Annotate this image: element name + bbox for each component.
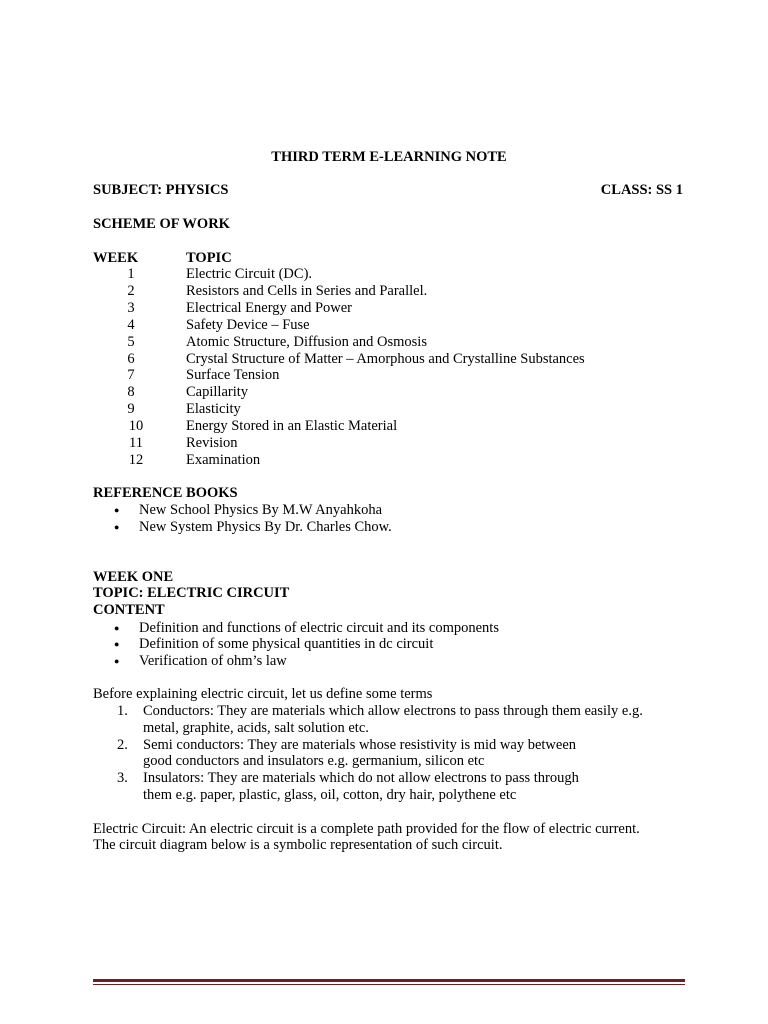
week-one-heading: WEEK ONE: [93, 569, 174, 585]
scheme-week-number: 8: [127, 384, 135, 400]
topic-column-header: TOPIC: [186, 250, 232, 266]
term-definition: Semi conductors: They are materials whose resistivity is mid way between: [143, 737, 577, 753]
reference-book-item: New School Physics By M.W Anyahkoha: [139, 502, 383, 518]
term-definition-continued: them e.g. paper, plastic, glass, oil, cotton, dry hair, polythene etc: [143, 787, 517, 803]
scheme-topic: Electric Circuit (DC).: [186, 266, 313, 282]
document-title: THIRD TERM E-LEARNING NOTE: [271, 149, 507, 165]
scheme-week-number: 4: [127, 317, 135, 333]
scheme-heading: SCHEME OF WORK: [93, 216, 230, 232]
scheme-week-number: 3: [127, 300, 135, 316]
scheme-topic: Electrical Energy and Power: [186, 300, 353, 316]
scheme-week-number: 1: [127, 266, 135, 282]
week-column-header: WEEK: [93, 250, 139, 266]
term-definition: Insulators: They are materials which do not allow electrons to pass through: [143, 770, 579, 786]
scheme-topic: Crystal Structure of Matter – Amorphous and Crystalline Substances: [186, 351, 585, 367]
reference-books-heading: REFERENCE BOOKS: [93, 485, 238, 501]
scheme-week-number: 11: [129, 435, 143, 451]
term-definition: Conductors: They are materials which allow electrons to pass through them easily e.g.: [143, 703, 643, 719]
bullet-icon: ●: [114, 656, 120, 666]
content-item: Verification of ohm’s law: [139, 653, 287, 669]
scheme-week-number: 7: [127, 367, 135, 383]
footer-rule-thin: [93, 984, 685, 985]
content-heading: CONTENT: [93, 602, 165, 618]
scheme-topic: Surface Tension: [186, 367, 280, 383]
term-definition-continued: metal, graphite, acids, salt solution etc.: [143, 720, 369, 736]
subject-label: SUBJECT: PHYSICS: [93, 182, 229, 198]
scheme-topic: Capillarity: [186, 384, 249, 400]
term-number: 2.: [117, 737, 128, 753]
scheme-week-number: 2: [127, 283, 135, 299]
scheme-topic: Revision: [186, 435, 238, 451]
intro-sentence: Before explaining electric circuit, let us define some terms: [93, 686, 433, 702]
scheme-week-number: 12: [128, 452, 144, 468]
bullet-icon: ●: [114, 639, 120, 649]
class-label: CLASS: SS 1: [600, 182, 683, 198]
scheme-topic: Atomic Structure, Diffusion and Osmosis: [186, 334, 427, 350]
scheme-week-number: 6: [127, 351, 135, 367]
electric-circuit-paragraph-continued: The circuit diagram below is a symbolic representation of such circuit.: [93, 837, 503, 853]
scheme-topic: Energy Stored in an Elastic Material: [186, 418, 398, 434]
bullet-icon: ●: [114, 623, 120, 633]
content-item: Definition and functions of electric circuit and its components: [139, 620, 499, 636]
footer-rule: [93, 979, 685, 982]
scheme-topic: Examination: [186, 452, 261, 468]
term-number: 1.: [117, 703, 128, 719]
electric-circuit-paragraph: Electric Circuit: An electric circuit is a complete path provided for the flow of electric current.: [93, 821, 640, 837]
scheme-topic: Elasticity: [186, 401, 241, 417]
scheme-topic: Resistors and Cells in Series and Parallel.: [186, 283, 428, 299]
scheme-week-number: 9: [127, 401, 135, 417]
reference-book-item: New System Physics By Dr. Charles Chow.: [139, 519, 392, 535]
term-definition-continued: good conductors and insulators e.g. germanium, silicon etc: [143, 753, 485, 769]
scheme-topic: Safety Device – Fuse: [186, 317, 310, 333]
term-number: 3.: [117, 770, 128, 786]
week-one-topic: TOPIC: ELECTRIC CIRCUIT: [93, 585, 290, 601]
bullet-icon: ●: [114, 505, 120, 515]
content-item: Definition of some physical quantities in dc circuit: [139, 636, 434, 652]
scheme-week-number: 5: [127, 334, 135, 350]
bullet-icon: ●: [114, 522, 120, 532]
scheme-week-number: 10: [128, 418, 144, 434]
